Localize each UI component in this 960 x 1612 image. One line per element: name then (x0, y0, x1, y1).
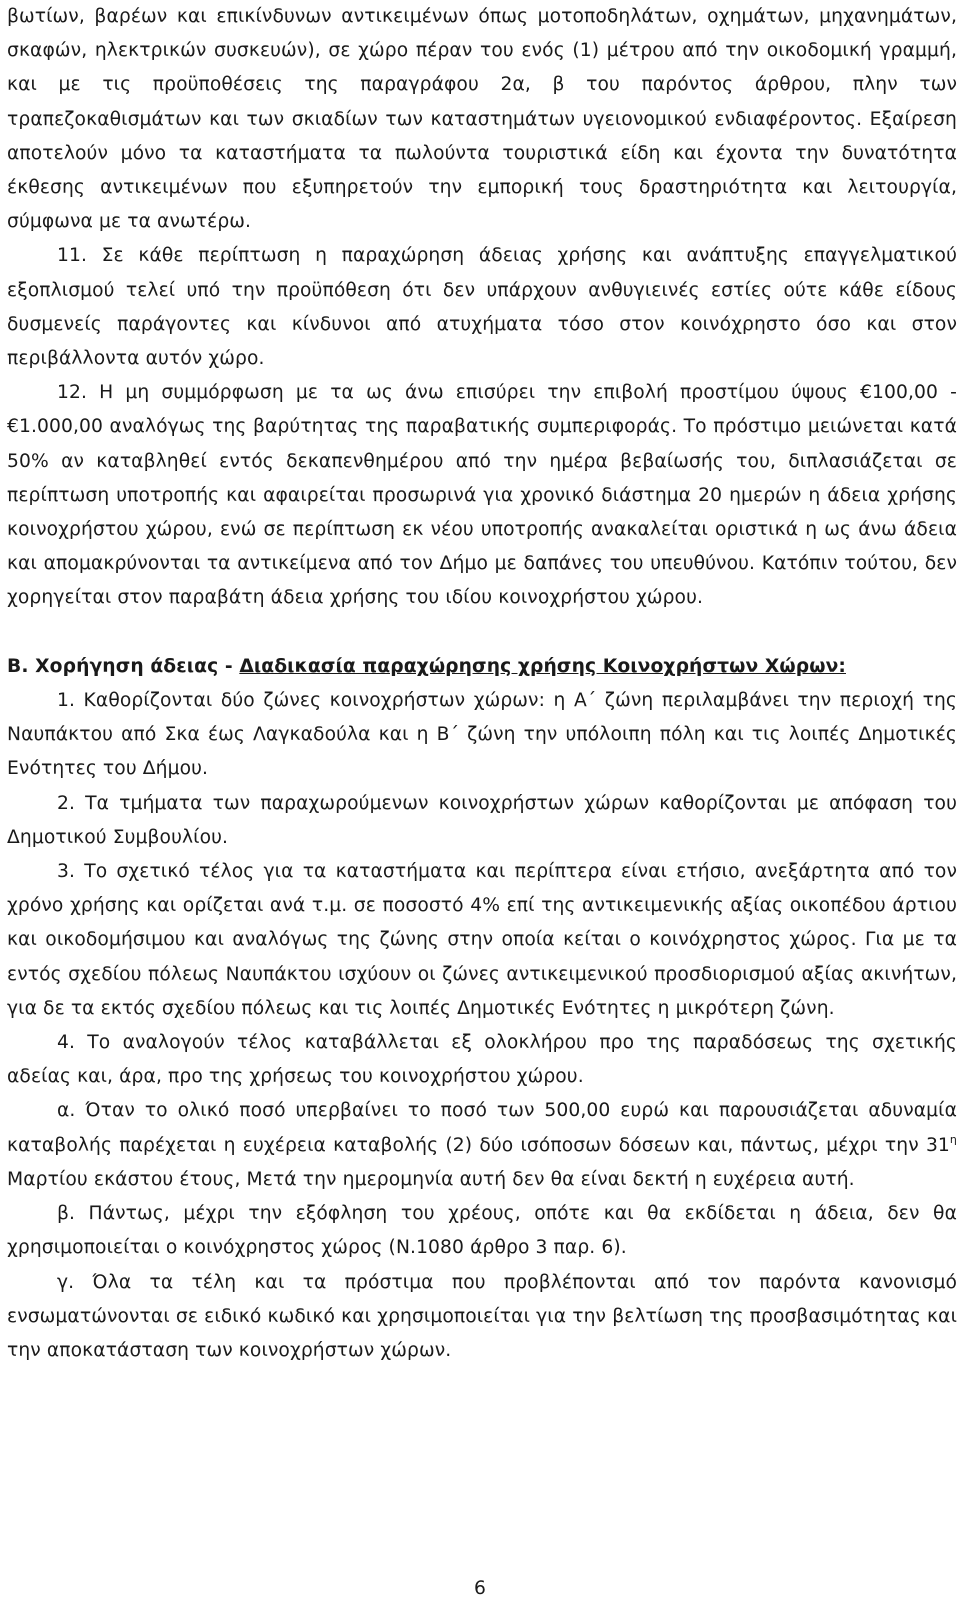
document-body (7, 0, 957, 1368)
item-4-alpha-part1: α. Όταν το ολικό ποσό υπερβαίνει το ποσό των 500,00 ευρώ και παρουσιάζεται αδυναμία καταβολής παρέχεται η ευχέρεια καταβολής (2) δύο ισόποσων δόσεων και, πάντως, μέχρι την 31 (7, 1100, 957, 1156)
page-number: 6 (474, 1578, 486, 1599)
paragraph-11: 11. Σε κάθε περίπτωση η παραχώρηση άδειας χρήσης και ανάπτυξης επαγγελματικού εξοπλισμού τελεί υπό την προϋπόθεση ότι δεν υπάρχουν ανθυγιεινές εστίες ούτε κάθε είδους δυσμενείς παράγοντες και κίνδυνοι από ατυχήματα τόσο στον κοινόχρηστο όσο και στον περιβάλλοντα αυτόν χώρο. (7, 245, 957, 370)
item-1: 1. Καθορίζονται δύο ζώνες κοινοχρήστων χώρων: η Α΄ ζώνη περιλαμβάνει την περιοχή της Ναυπάκτου από Σκα έως Λαγκαδούλα και η Β΄ ζώνη την υπόλοιπη πόλη και τις λοιπές Δημοτικές Ενότητες του Δήμου. (7, 690, 957, 780)
item-4-alpha (7, 1094, 957, 1197)
section-heading-prefix: Β. Χορήγηση άδειας - (7, 655, 240, 677)
section-heading-underlined: Διαδικασία παραχώρησης χρήσης Κοινοχρήστων Χώρων: (239, 655, 846, 677)
item-4-beta: β. Πάντως, μέχρι την εξόφληση του χρέους, οπότε και θα εκδίδεται η άδεια, δεν θα χρησιμοποιείται ο κοινόχρηστος χώρος (Ν.1080 άρθρο 3 παρ. 6). (7, 1203, 957, 1259)
item-3: 3. Το σχετικό τέλος για τα καταστήματα και περίπτερα είναι ετήσιο, ανεξάρτητα από τον χρόνο χρήσης και ορίζεται ανά τ.μ. σε ποσοστό 4% επί της αντικειμενικής αξίας οικοπέδου άρτιου και οικοδομήσιμου και αναλόγως της ζώνης στην οποία κείται ο κοινόχρηστος χώρος. Για με τα εντός σχεδίου πόλεως Ναυπάκτου ισχύουν οι ζώνες αντικειμενικού προσδιορισμού αξίας ακινήτων, για δε τα εκτός σχεδίου πόλεως και τις λοιπές Δημοτικές Ενότητες η μικρότερη ζώνη. (7, 861, 957, 1019)
paragraph-12: 12. Η μη συμμόρφωση με τα ως άνω επισύρει την επιβολή προστίμου ύψους €100,00 - €1.000,00 αναλόγως της βαρύτητας της παραβατικής συμπεριφοράς. Το πρόστιμο μειώνεται κατά 50% αν καταβληθεί εντός δεκαπενθημέρου από την ημέρα βεβαίωσής του, διπλασιάζεται σε περίπτωση υποτροπής και αφαιρείται προσωρινά για χρονικό διάστημα 20 ημερών η άδεια χρήσης κοινοχρήστου χώρου, ενώ σε περίπτωση εκ νέου υποτροπής ανακαλείται οριστικά η ως άνω άδεια και απομακρύνονται τα αντικείμενα από τον Δήμο με δαπάνες του υπευθύνου. Κατόπιν τούτου, δεν χορηγείται στον παραβάτη άδεια χρήσης του ιδίου κοινοχρήστου χώρου. (7, 382, 957, 609)
item-2: 2. Τα τμήματα των παραχωρούμενων κοινοχρήστων χώρων καθορίζονται με απόφαση του Δημοτικού Συμβουλίου. (7, 792, 957, 848)
ordinal-superscript: η (949, 1132, 957, 1146)
item-4-alpha-part2: Μαρτίου εκάστου έτους, Μετά την ημερομηνία αυτή δεν θα είναι δεκτή η ευχέρεια αυτή. (7, 1168, 855, 1190)
item-4-gamma: γ. Όλα τα τέλη και τα πρόστιμα που προβλέπονται από τον παρόντα κανονισμό ενσωματώνονται σε ειδικό κωδικό και χρησιμοποιείται για την βελτίωση της προσβασιμότητας και την αποκατάσταση των κοινοχρήστων χώρων. (7, 1271, 957, 1361)
paragraph-continuation: βωτίων, βαρέων και επικίνδυνων αντικειμένων όπως μοτοποδηλάτων, οχημάτων, μηχανημάτων, σκαφών, ηλεκτρικών συσκευών), σε χώρο πέραν του ενός (1) μέτρου από την οικοδομική γραμμή, και με τις προϋποθέσεις της παραγράφου 2α, β του παρόντος άρθρου, πλην των τραπεζοκαθισμάτων και των σκιαδίων των καταστημάτων υγειονομικού ενδιαφέροντος. Εξαίρεση αποτελούν μόνο τα καταστήματα τα πωλούντα τουριστικά είδη και έχοντα την δυνατότητα έκθεσης αντικειμένων που εξυπηρετούν την εμπορική τους δραστηριότητα και λειτουργία, σύμφωνα με τα ανωτέρω. (7, 6, 957, 233)
item-4: 4. Το αναλογούν τέλος καταβάλλεται εξ ολοκλήρου προ της παραδόσεως της σχετικής αδείας και, άρα, προ της χρήσεως του κοινοχρήστου χώρου. (7, 1032, 957, 1088)
section-heading-b (7, 650, 957, 684)
